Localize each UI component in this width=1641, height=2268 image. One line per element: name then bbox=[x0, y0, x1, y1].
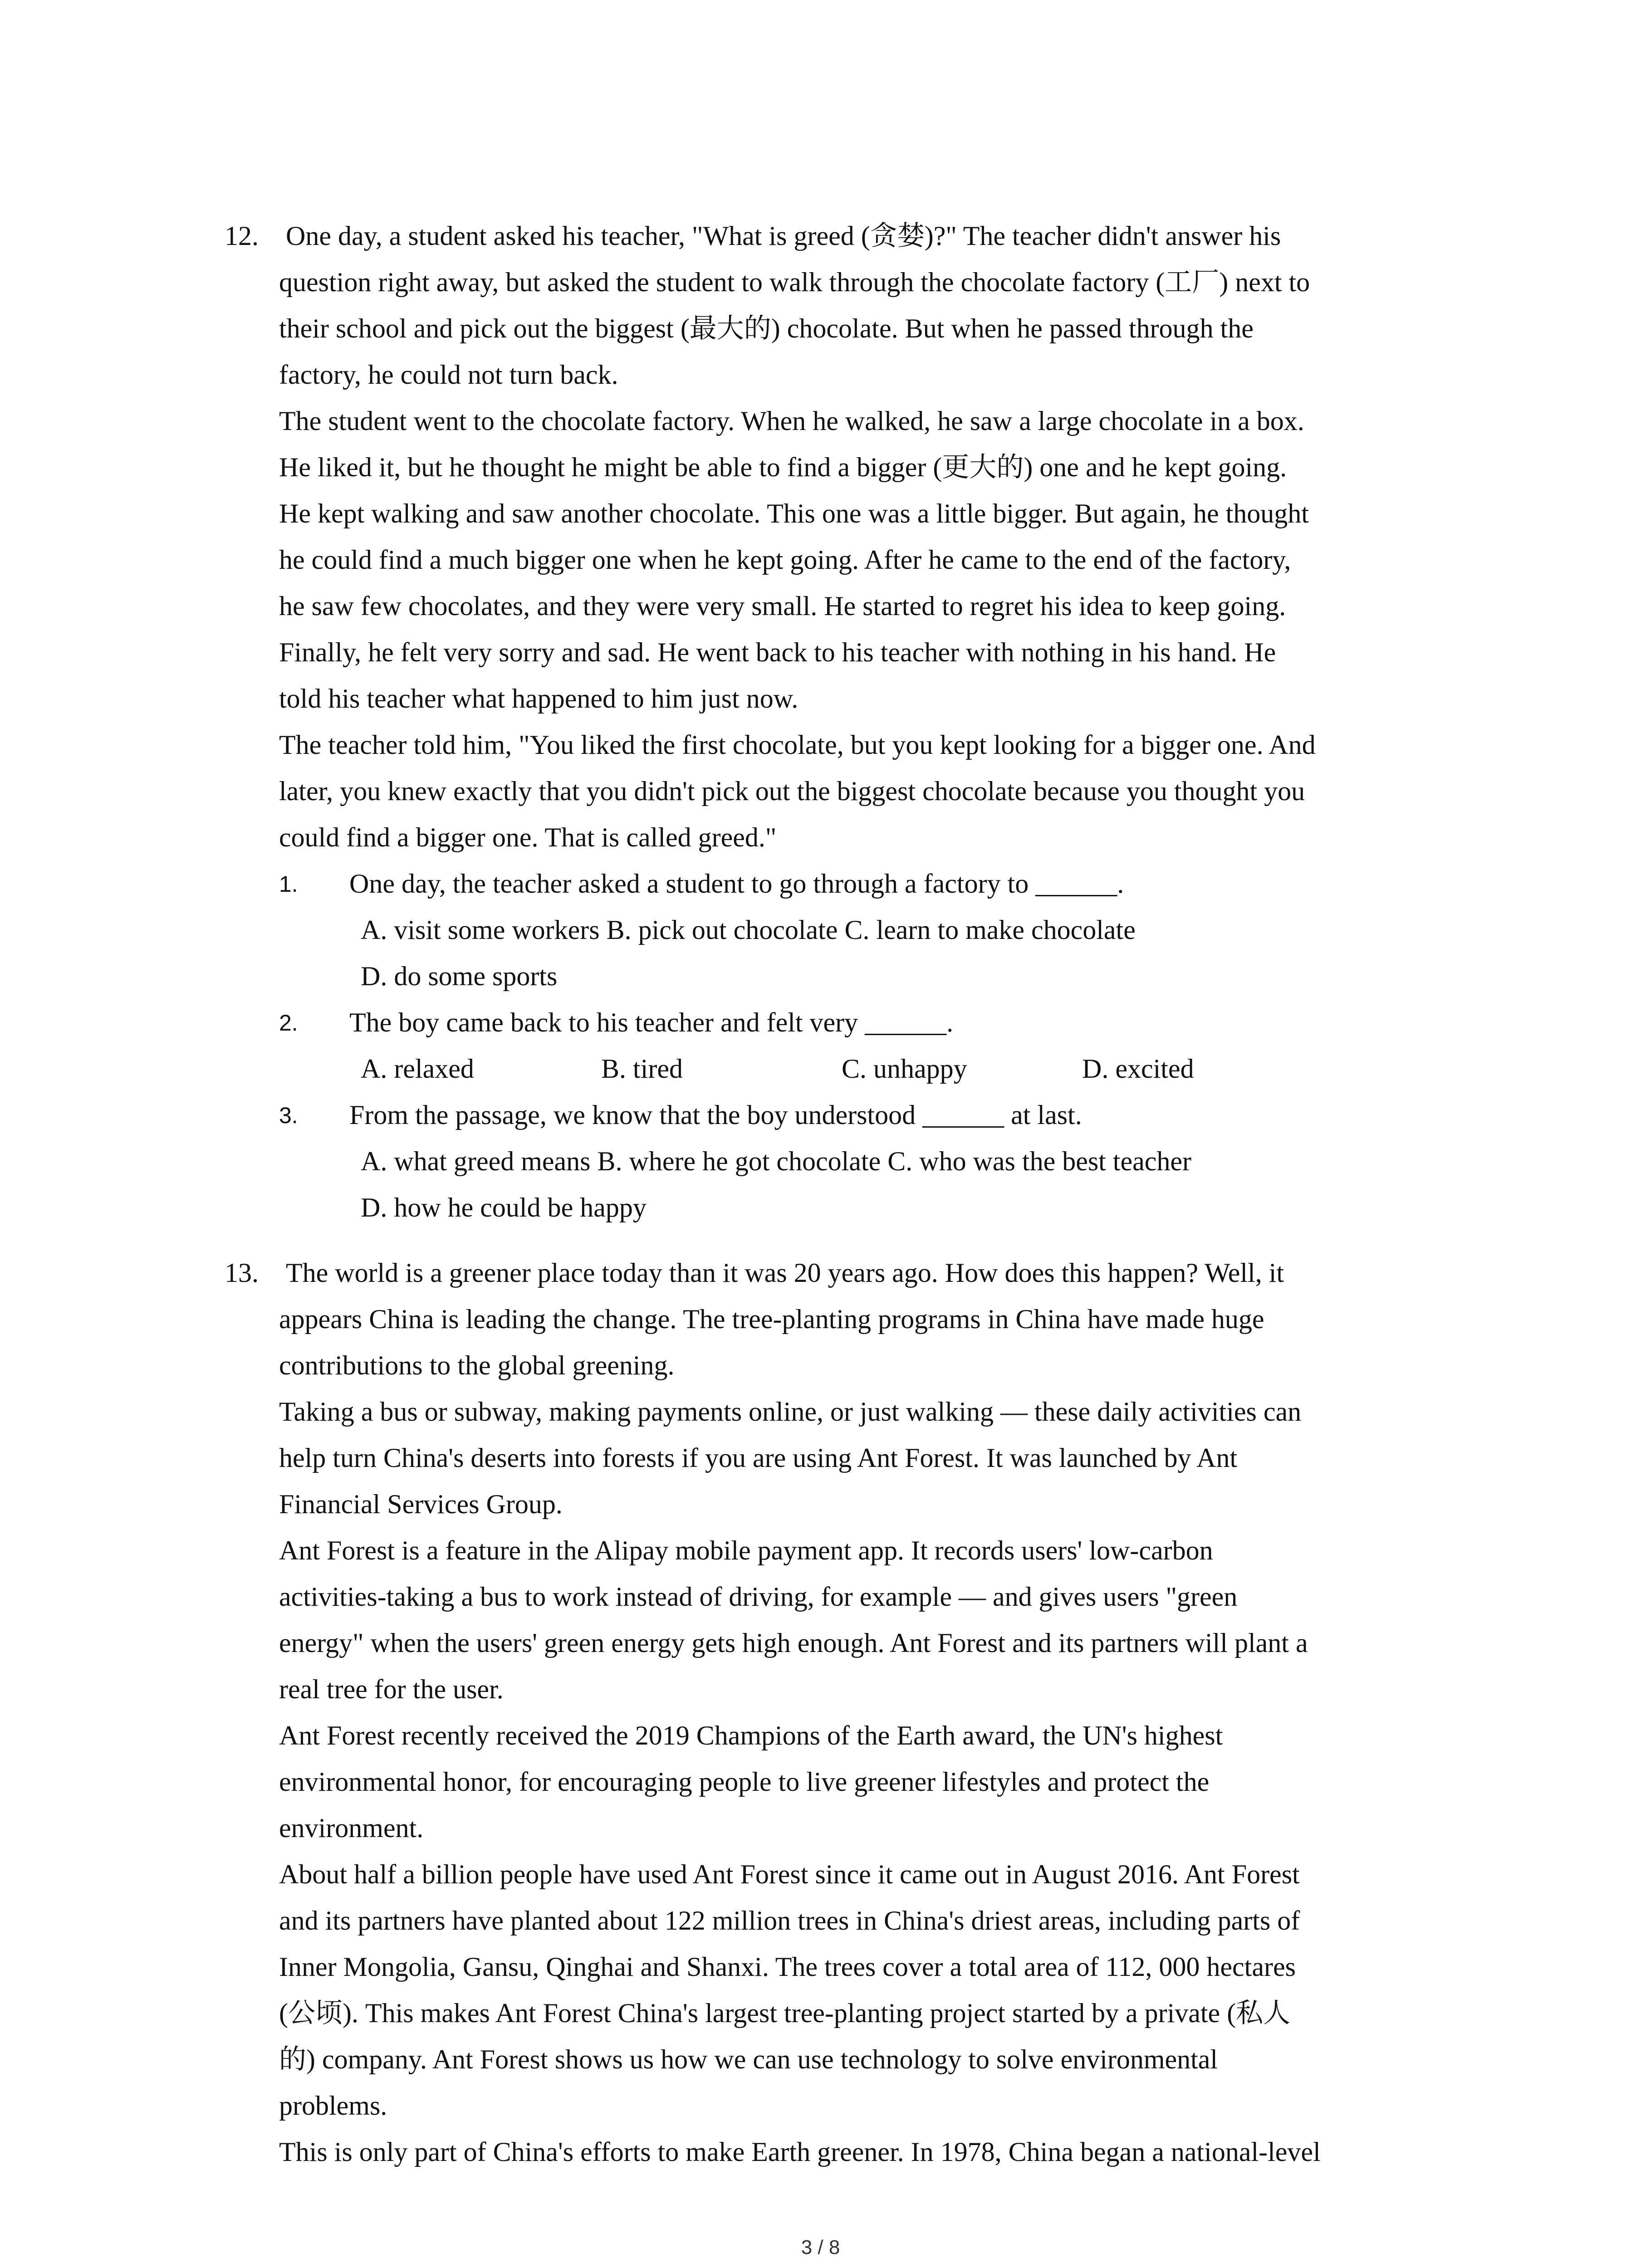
subquestion-stem: The boy came back to his teacher and felt very ______. bbox=[349, 1007, 954, 1037]
answer-options: D. do some sports bbox=[361, 961, 558, 991]
passage-line: appears China is leading the change. The tree-planting programs in China have made huge bbox=[279, 1304, 1264, 1334]
passage-line: problems. bbox=[279, 2091, 387, 2121]
answer-option: B. tired bbox=[601, 1054, 683, 1084]
passage-line: their school and pick out the biggest (最大的) chocolate. But when he passed through the bbox=[279, 313, 1254, 343]
answer-option: C. unhappy bbox=[842, 1054, 967, 1084]
passage-line: Ant Forest recently received the 2019 Champions of the Earth award, the UN's highest bbox=[279, 1721, 1223, 1750]
passage-line: The world is a greener place today than it was 20 years ago. How does this happen? Well, it bbox=[286, 1258, 1284, 1288]
passage-line: question right away, but asked the student to walk through the chocolate factory (工厂) next to bbox=[279, 267, 1310, 297]
answer-options: D. how he could be happy bbox=[361, 1193, 647, 1222]
passage-line: he could find a much bigger one when he kept going. After he came to the end of the factory, bbox=[279, 545, 1291, 575]
page-number: 3 / 8 bbox=[801, 2236, 840, 2258]
passage-line: environmental honor, for encouraging people to live greener lifestyles and protect the bbox=[279, 1767, 1210, 1797]
passage-line: About half a billion people have used Ant Forest since it came out in August 2016. Ant Forest bbox=[279, 1859, 1300, 1889]
subquestion-number: 1. bbox=[279, 871, 298, 897]
answer-option: D. excited bbox=[1082, 1054, 1194, 1084]
passage-line: Ant Forest is a feature in the Alipay mobile payment app. It records users' low-carbon bbox=[279, 1535, 1213, 1565]
passage-line: He kept walking and saw another chocolate. This one was a little bigger. But again, he thought bbox=[279, 499, 1309, 528]
question-number: 13. bbox=[225, 1258, 259, 1288]
passage-line: real tree for the user. bbox=[279, 1674, 504, 1704]
passage-line: could find a bigger one. That is called greed." bbox=[279, 822, 777, 852]
passage-line: (公顷). This makes Ant Forest China's largest tree-planting project started by a private (私人 bbox=[279, 1998, 1291, 2028]
passage-line: One day, a student asked his teacher, "What is greed (贪婪)?" The teacher didn't answer his bbox=[286, 221, 1281, 251]
passage-line: Finally, he felt very sorry and sad. He went back to his teacher with nothing in his hand. He bbox=[279, 637, 1276, 667]
answer-option: A. relaxed bbox=[361, 1054, 474, 1084]
answer-options: A. visit some workers B. pick out chocolate C. learn to make chocolate bbox=[361, 915, 1136, 945]
passage-line: told his teacher what happened to him just now. bbox=[279, 684, 798, 714]
passage-line: activities-taking a bus to work instead of driving, for example — and gives users "green bbox=[279, 1582, 1238, 1612]
subquestion-stem: From the passage, we know that the boy understood ______ at last. bbox=[349, 1100, 1082, 1130]
passage-line: The teacher told him, "You liked the first chocolate, but you kept looking for a bigger one. And bbox=[279, 730, 1316, 760]
passage-line: and its partners have planted about 122 million trees in China's driest areas, including parts of bbox=[279, 1906, 1300, 1936]
question-number: 12. bbox=[225, 221, 259, 251]
passage-line: environment. bbox=[279, 1813, 424, 1843]
passage-line: help turn China's deserts into forests if you are using Ant Forest. It was launched by Ant bbox=[279, 1443, 1238, 1473]
passage-line: Taking a bus or subway, making payments online, or just walking — these daily activities can bbox=[279, 1397, 1302, 1427]
passage-line: factory, he could not turn back. bbox=[279, 360, 618, 390]
passage-line: Inner Mongolia, Gansu, Qinghai and Shanxi. The trees cover a total area of 112, 000 hectares bbox=[279, 1952, 1296, 1982]
passage-line: He liked it, but he thought he might be able to find a bigger (更大的) one and he kept going. bbox=[279, 452, 1287, 482]
subquestion-number: 2. bbox=[279, 1010, 298, 1036]
passage-line: energy" when the users' green energy gets high enough. Ant Forest and its partners will plant a bbox=[279, 1628, 1308, 1658]
passage-line: The student went to the chocolate factory. When he walked, he saw a large chocolate in a box. bbox=[279, 406, 1304, 436]
passage-line: contributions to the global greening. bbox=[279, 1350, 675, 1380]
answer-options: A. what greed means B. where he got chocolate C. who was the best teacher bbox=[361, 1146, 1192, 1176]
subquestion-number: 3. bbox=[279, 1103, 298, 1128]
subquestion-stem: One day, the teacher asked a student to go through a factory to ______. bbox=[349, 869, 1124, 899]
passage-line: This is only part of China's efforts to make Earth greener. In 1978, China began a national-level bbox=[279, 2137, 1321, 2167]
passage-line: he saw few chocolates, and they were very small. He started to regret his idea to keep going. bbox=[279, 591, 1286, 621]
passage-line: 的) company. Ant Forest shows us how we can use technology to solve environmental bbox=[279, 2044, 1218, 2074]
passage-line: later, you knew exactly that you didn't pick out the biggest chocolate because you thought you bbox=[279, 776, 1305, 806]
passage-line: Financial Services Group. bbox=[279, 1489, 563, 1519]
